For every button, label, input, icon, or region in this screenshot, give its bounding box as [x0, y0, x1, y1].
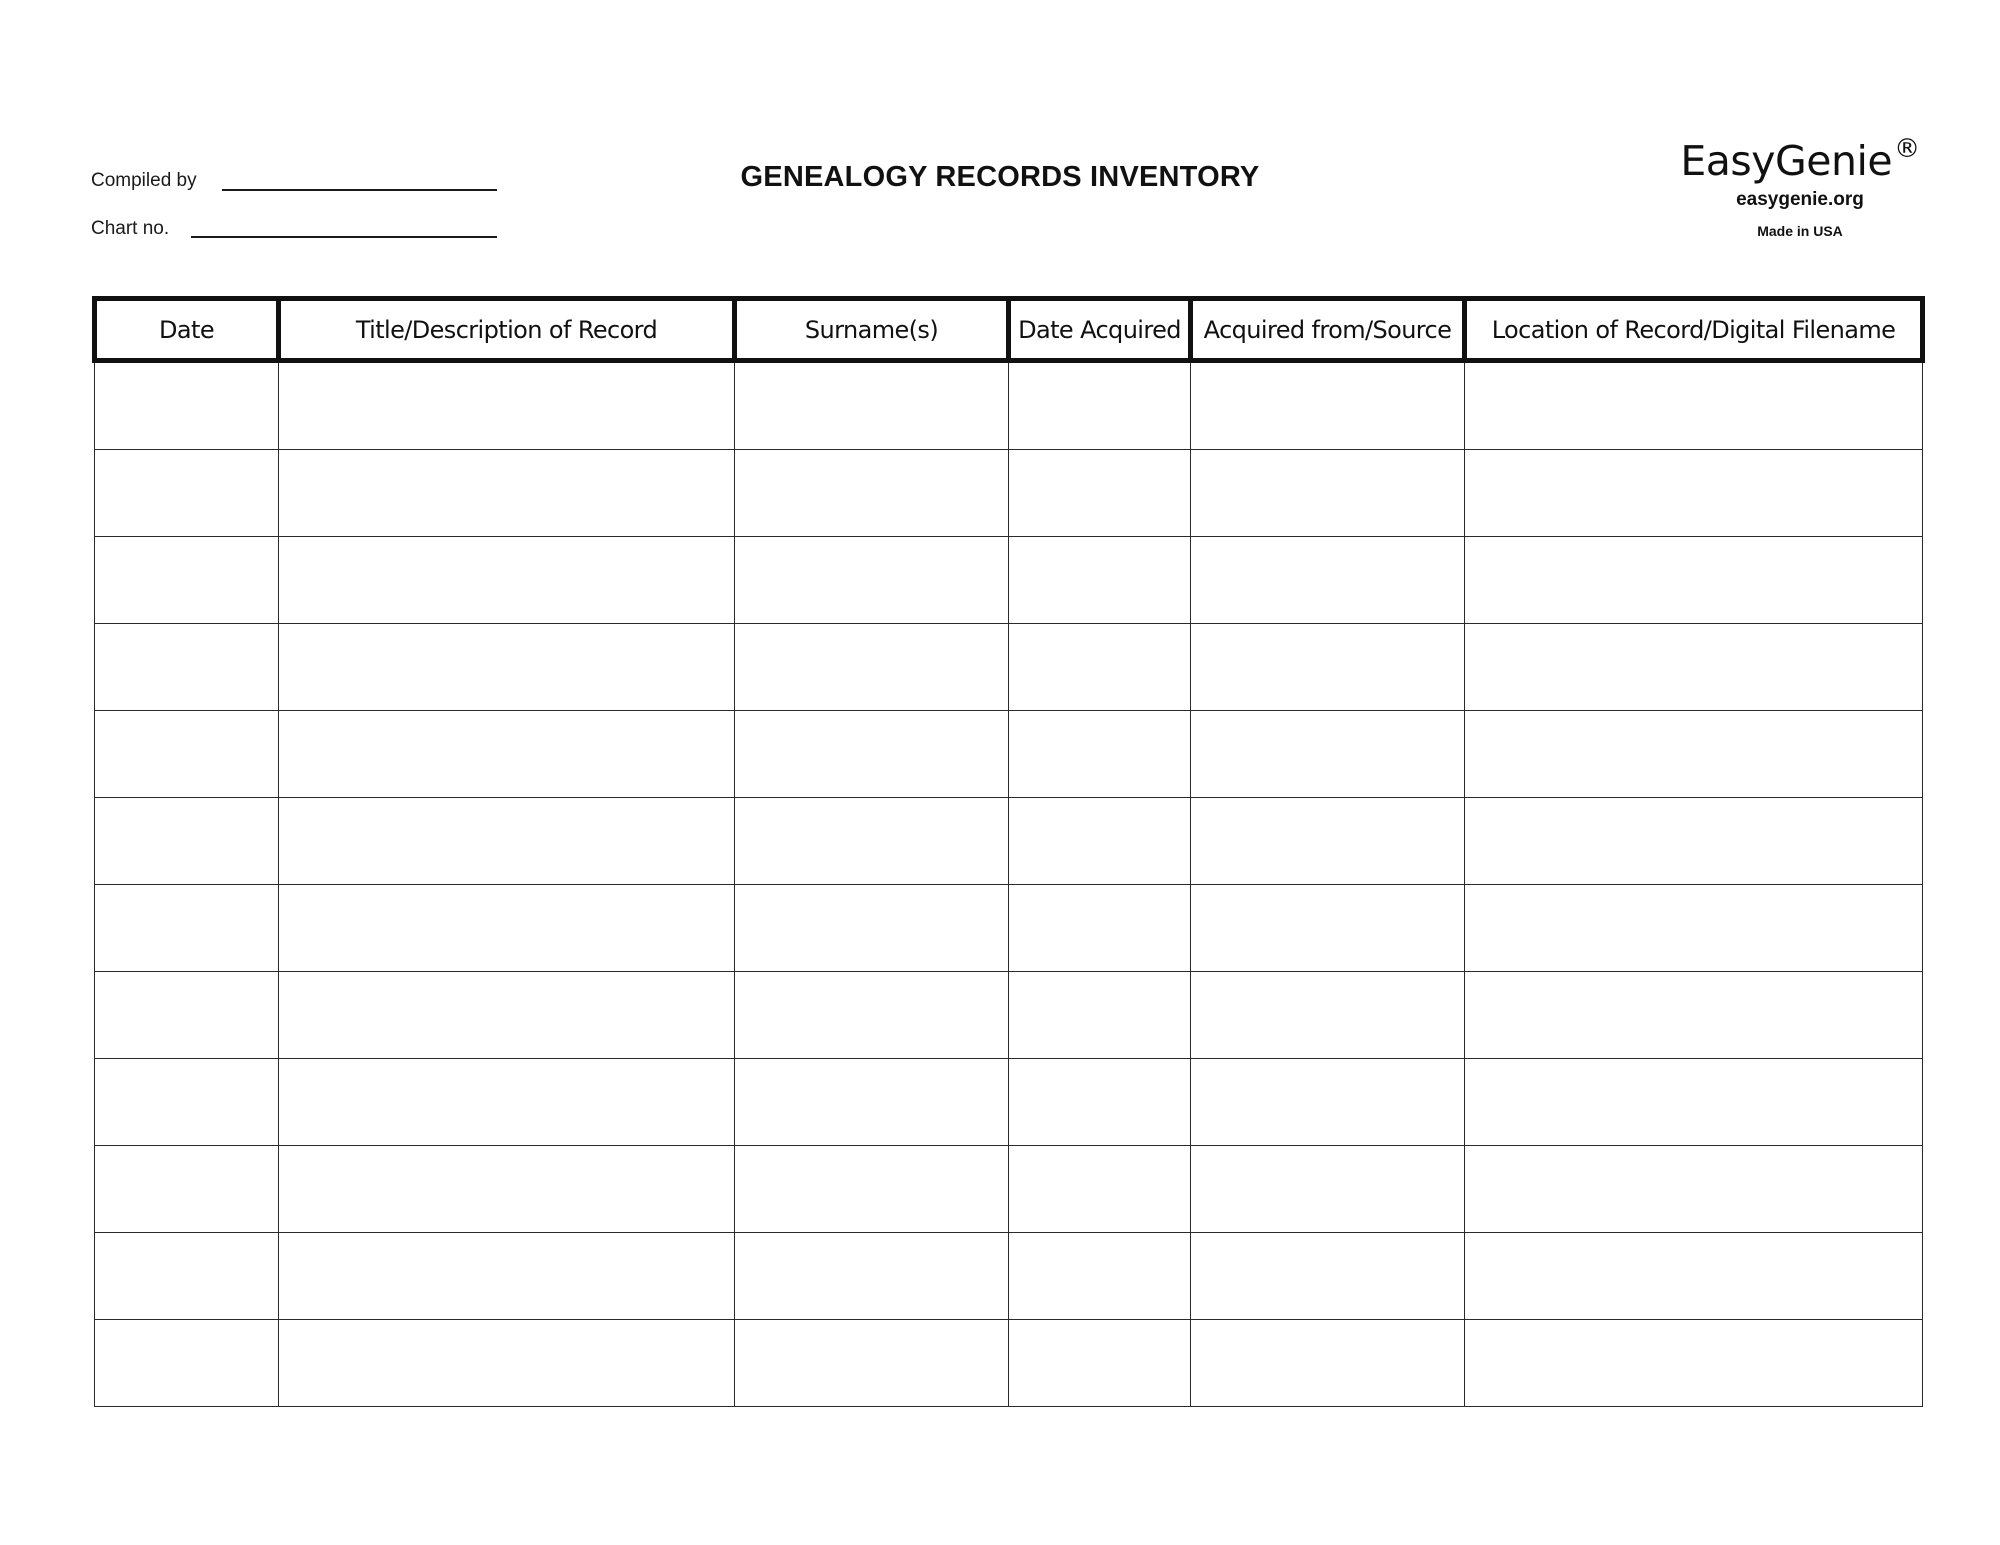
table-cell-date-acquired[interactable]: [1009, 537, 1191, 624]
table-cell-acquired-from[interactable]: [1191, 972, 1465, 1059]
table-row: [95, 1059, 1923, 1146]
table-cell-location[interactable]: [1465, 972, 1923, 1059]
table-cell-date[interactable]: [95, 450, 279, 537]
table-cell-date-acquired[interactable]: [1009, 711, 1191, 798]
table-cell-surnames[interactable]: [735, 798, 1009, 885]
table-cell-date-acquired[interactable]: [1009, 361, 1191, 450]
table-cell-surnames[interactable]: [735, 1146, 1009, 1233]
table-cell-surnames[interactable]: [735, 885, 1009, 972]
table-cell-surnames[interactable]: [735, 972, 1009, 1059]
table-cell-location[interactable]: [1465, 361, 1923, 450]
table-cell-acquired-from[interactable]: [1191, 1146, 1465, 1233]
table-row: [95, 1146, 1923, 1233]
table-cell-acquired-from[interactable]: [1191, 361, 1465, 450]
table-cell-date[interactable]: [95, 972, 279, 1059]
table-cell-location[interactable]: [1465, 624, 1923, 711]
table-cell-title-description[interactable]: [279, 711, 735, 798]
table-cell-date[interactable]: [95, 1059, 279, 1146]
table-cell-date[interactable]: [95, 1320, 279, 1407]
table-cell-surnames[interactable]: [735, 624, 1009, 711]
table-cell-date-acquired[interactable]: [1009, 624, 1191, 711]
table-cell-date-acquired[interactable]: [1009, 885, 1191, 972]
registered-mark: ®: [1894, 134, 1920, 164]
table-cell-date-acquired[interactable]: [1009, 1146, 1191, 1233]
table-cell-acquired-from[interactable]: [1191, 1233, 1465, 1320]
table-cell-surnames[interactable]: [735, 1059, 1009, 1146]
table-cell-surnames[interactable]: [735, 1320, 1009, 1407]
page-title: GENEALOGY RECORDS INVENTORY: [740, 161, 1260, 193]
table-body: [95, 361, 1923, 1407]
table-cell-title-description[interactable]: [279, 972, 735, 1059]
table-cell-date[interactable]: [95, 798, 279, 885]
table-cell-acquired-from[interactable]: [1191, 798, 1465, 885]
column-header-title-description: Title/Description of Record: [279, 299, 735, 361]
table-cell-location[interactable]: [1465, 1146, 1923, 1233]
table-cell-acquired-from[interactable]: [1191, 537, 1465, 624]
brand-logo: [1640, 134, 1960, 185]
table-cell-title-description[interactable]: [279, 624, 735, 711]
column-header-surnames: Surname(s): [735, 299, 1009, 361]
compiled-by-label: Compiled by: [91, 170, 197, 191]
table-cell-date[interactable]: [95, 624, 279, 711]
table-cell-acquired-from[interactable]: [1191, 450, 1465, 537]
table-cell-date-acquired[interactable]: [1009, 1233, 1191, 1320]
compiled-by-line[interactable]: [222, 189, 497, 191]
table-cell-date-acquired[interactable]: [1009, 798, 1191, 885]
table-cell-date-acquired[interactable]: [1009, 450, 1191, 537]
table-cell-title-description[interactable]: [279, 361, 735, 450]
table-row: [95, 885, 1923, 972]
table-cell-acquired-from[interactable]: [1191, 711, 1465, 798]
brand-website: easygenie.org: [1736, 189, 1864, 210]
table-cell-title-description[interactable]: [279, 1233, 735, 1320]
table-cell-surnames[interactable]: [735, 361, 1009, 450]
table-row: [95, 972, 1923, 1059]
table-cell-title-description[interactable]: [279, 798, 735, 885]
column-header-date-acquired: Date Acquired: [1009, 299, 1191, 361]
table-cell-location[interactable]: [1465, 1059, 1923, 1146]
table-cell-acquired-from[interactable]: [1191, 624, 1465, 711]
table-cell-surnames[interactable]: [735, 1233, 1009, 1320]
brand-name: EasyGenie: [1680, 137, 1893, 185]
table-cell-title-description[interactable]: [279, 1320, 735, 1407]
table-cell-title-description[interactable]: [279, 1146, 735, 1233]
table-cell-location[interactable]: [1465, 537, 1923, 624]
table-cell-surnames[interactable]: [735, 711, 1009, 798]
table-cell-date-acquired[interactable]: [1009, 972, 1191, 1059]
table-cell-surnames[interactable]: [735, 450, 1009, 537]
table-cell-date[interactable]: [95, 1233, 279, 1320]
table-row: [95, 624, 1923, 711]
table-cell-acquired-from[interactable]: [1191, 1320, 1465, 1407]
table-row: [95, 1233, 1923, 1320]
table-cell-date[interactable]: [95, 537, 279, 624]
table-row: [95, 537, 1923, 624]
table-cell-location[interactable]: [1465, 798, 1923, 885]
table-cell-date[interactable]: [95, 1146, 279, 1233]
table-cell-location[interactable]: [1465, 885, 1923, 972]
table-header-row: [95, 299, 1923, 361]
table-cell-date[interactable]: [95, 361, 279, 450]
table-cell-surnames[interactable]: [735, 537, 1009, 624]
column-header-location: Location of Record/Digital Filename: [1465, 299, 1923, 361]
table-cell-location[interactable]: [1465, 1320, 1923, 1407]
brand-origin: Made in USA: [1757, 223, 1843, 239]
column-header-acquired-from: Acquired from/Source: [1191, 299, 1465, 361]
table-cell-acquired-from[interactable]: [1191, 885, 1465, 972]
table-cell-date[interactable]: [95, 885, 279, 972]
table-row: [95, 450, 1923, 537]
table-cell-location[interactable]: [1465, 1233, 1923, 1320]
table-row: [95, 798, 1923, 885]
table-cell-date-acquired[interactable]: [1009, 1059, 1191, 1146]
column-header-date: Date: [95, 299, 279, 361]
table-row: [95, 711, 1923, 798]
table-cell-date[interactable]: [95, 711, 279, 798]
table-cell-location[interactable]: [1465, 450, 1923, 537]
table-row: [95, 361, 1923, 450]
table-cell-acquired-from[interactable]: [1191, 1059, 1465, 1146]
table-cell-title-description[interactable]: [279, 537, 735, 624]
table-cell-title-description[interactable]: [279, 450, 735, 537]
chart-no-label: Chart no.: [91, 218, 170, 239]
chart-no-line[interactable]: [191, 236, 497, 238]
table-row: [95, 1320, 1923, 1407]
table-cell-title-description[interactable]: [279, 885, 735, 972]
inventory-table: [92, 296, 1925, 1407]
table-cell-title-description[interactable]: [279, 1059, 735, 1146]
table-cell-date-acquired[interactable]: [1009, 1320, 1191, 1407]
table-cell-location[interactable]: [1465, 711, 1923, 798]
